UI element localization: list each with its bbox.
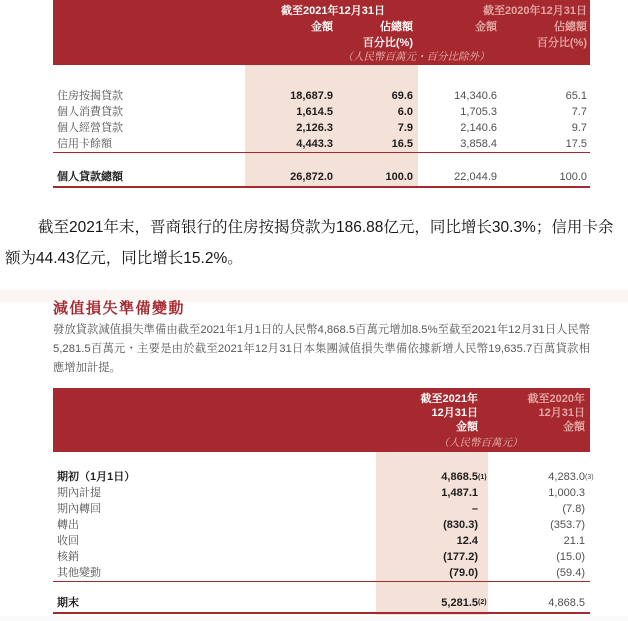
row-label: 其他變動 xyxy=(57,567,101,579)
date-2021-header-line2: 12月31日 xyxy=(431,407,478,419)
header-row-amount xyxy=(53,420,590,434)
table-row xyxy=(53,104,590,120)
row-label: 個人貸款總額 xyxy=(57,171,123,183)
date-2020-header: 截至2020年12月31日 xyxy=(483,5,587,17)
pct-2021: 69.6 xyxy=(391,90,413,102)
amount-2020: 3,858.4 xyxy=(460,138,497,150)
footnote-marker: (2) xyxy=(478,599,487,606)
amount-2021: (830.3) xyxy=(443,519,478,531)
header-spacer xyxy=(253,35,333,51)
amount-2021: 12.4 xyxy=(456,535,478,547)
amount-2020: (15.0) xyxy=(556,551,585,563)
amount-2021: 1,487.1 xyxy=(441,487,478,499)
row-label: 期初（1月1日） xyxy=(57,471,136,483)
pct-2020-header: 佔總額 xyxy=(554,21,587,33)
divider-line xyxy=(53,581,590,582)
amount-2020: 14,340.6 xyxy=(454,90,497,102)
pct-2020: 9.7 xyxy=(571,122,587,134)
header-row-pct xyxy=(53,35,590,51)
amount-2020-header: 金額 xyxy=(563,421,585,433)
divider-line-thick xyxy=(53,186,590,188)
section-title: 減值損失準備變動 xyxy=(53,300,186,317)
amount-2021-header: 金額 xyxy=(311,21,333,33)
footnote-marker: (1) xyxy=(478,474,487,481)
table-row xyxy=(53,549,590,565)
amount-2020: 22,044.9 xyxy=(454,171,497,183)
table-row xyxy=(53,485,590,501)
amount-2020: 1,000.3 xyxy=(548,487,585,499)
table-row xyxy=(53,501,590,517)
header-spacer xyxy=(57,3,253,19)
table-row xyxy=(53,120,590,136)
amount-2020: (59.4) xyxy=(556,567,585,579)
header-row-dates2 xyxy=(53,406,590,420)
pct-2021: 100.0 xyxy=(385,171,413,183)
amount-2021: 4,443.3 xyxy=(296,138,333,150)
total-row xyxy=(53,596,590,610)
pct-2021-subheader: 百分比(%) xyxy=(362,37,413,49)
table-row xyxy=(53,136,590,152)
row-label: 收回 xyxy=(57,535,79,547)
pct-2020: 100.0 xyxy=(559,171,587,183)
pct-2021: 16.5 xyxy=(391,138,413,150)
amount-2021: 4,868.5 (1) xyxy=(293,469,478,485)
amount-2020: 1,705.3 xyxy=(460,106,497,118)
section-paragraph: 發放貸款減值損失準備由截至2021年1月1日的人民幣4,868.5百萬元增加8.5%至截至2021年12月31日人民幣5,281.5百萬元・主要是由於截至2021年12月31日本集團減值損失準備依據新增人民幣19,635.7百萬貸款相應增加計提。 xyxy=(53,324,590,374)
header-spacer xyxy=(57,420,293,434)
pct-2021-header: 佔總額 xyxy=(380,21,413,33)
amount-2021: 2,126.3 xyxy=(296,122,333,134)
row-label: 期內轉回 xyxy=(57,503,101,515)
date-2020-header: 截至2020年 xyxy=(527,393,585,405)
amount-2021: 1,614.5 xyxy=(296,106,333,118)
amount-2021: (177.2) xyxy=(443,551,478,563)
impairment-allowance-table xyxy=(53,388,594,615)
amount-2021: (79.0) xyxy=(449,567,478,579)
header-row-columns xyxy=(53,19,590,35)
table-row xyxy=(53,88,590,104)
row-label: 轉出 xyxy=(57,519,79,531)
currency-note: （人民幣百萬元・百分比除外） xyxy=(342,51,490,63)
pct-2020: 65.1 xyxy=(565,90,587,102)
header-row-dates xyxy=(53,3,590,19)
pct-2020: 17.5 xyxy=(565,138,587,150)
pct-2021: 6.0 xyxy=(397,106,413,118)
date-2021-header: 截至2021年12月31日 xyxy=(281,5,385,17)
footnote-marker: (3) xyxy=(585,474,594,481)
amount-2020: 4,868.5 xyxy=(548,597,585,609)
row-label: 核銷 xyxy=(57,551,79,563)
pct-2020-subheader: 百分比(%) xyxy=(536,37,587,49)
row-label: 個人經營貸款 xyxy=(57,122,123,134)
amount-2021: 26,872.0 xyxy=(290,171,333,183)
divider-line-thick xyxy=(53,612,590,614)
date-2020-header-line2: 12月31日 xyxy=(538,407,585,419)
page-bottom-edge xyxy=(0,616,628,621)
header-spacer xyxy=(57,35,253,51)
personal-loans-table-header xyxy=(53,0,590,65)
table-row xyxy=(53,565,590,581)
header-spacer xyxy=(57,392,293,406)
table-row xyxy=(53,517,590,533)
row-label: 個人消費貸款 xyxy=(57,106,123,118)
divider-line xyxy=(53,152,590,153)
header-spacer xyxy=(413,35,497,51)
row-label: 期內計提 xyxy=(57,487,101,499)
header-spacer xyxy=(57,19,253,35)
amount-2021: – xyxy=(471,503,478,515)
pct-2020: 7.7 xyxy=(571,106,587,118)
amount-2021: 5,281.5 (2) xyxy=(441,597,487,609)
row-label: 住房按揭貸款 xyxy=(57,90,123,102)
pct-2021: 7.9 xyxy=(397,122,413,134)
personal-loans-table xyxy=(53,0,590,188)
amount-2020: (353.7) xyxy=(550,519,585,531)
amount-2020: 21.1 xyxy=(563,535,585,547)
impairment-table-body xyxy=(53,452,594,614)
personal-loans-table-body xyxy=(53,65,590,188)
amount-2020: 2,140.6 xyxy=(460,122,497,134)
summary-paragraph: 截至2021年末，晋商银行的住房按揭贷款为186.88亿元，同比增长30.3%；信用卡余额为44.43亿元，同比增长15.2%。 xyxy=(5,219,614,267)
amount-2020: (7.8) xyxy=(562,503,585,515)
header-spacer xyxy=(57,406,293,420)
impairment-table-header xyxy=(53,388,590,452)
amount-2021-header: 金額 xyxy=(456,421,478,433)
amount-2020-header: 金額 xyxy=(475,21,497,33)
total-row xyxy=(53,170,590,184)
date-2021-header: 截至2021年 xyxy=(420,393,478,405)
table-row xyxy=(53,533,590,549)
amount-2021: 18,687.9 xyxy=(290,90,333,102)
currency-note: （人民幣百萬元） xyxy=(438,437,523,449)
header-row-dates xyxy=(53,392,590,406)
table-row xyxy=(53,469,594,485)
row-label: 信用卡餘額 xyxy=(57,138,112,150)
row-label: 期末 xyxy=(57,597,79,609)
amount-2020: 4,283.0 (3) xyxy=(478,469,585,485)
